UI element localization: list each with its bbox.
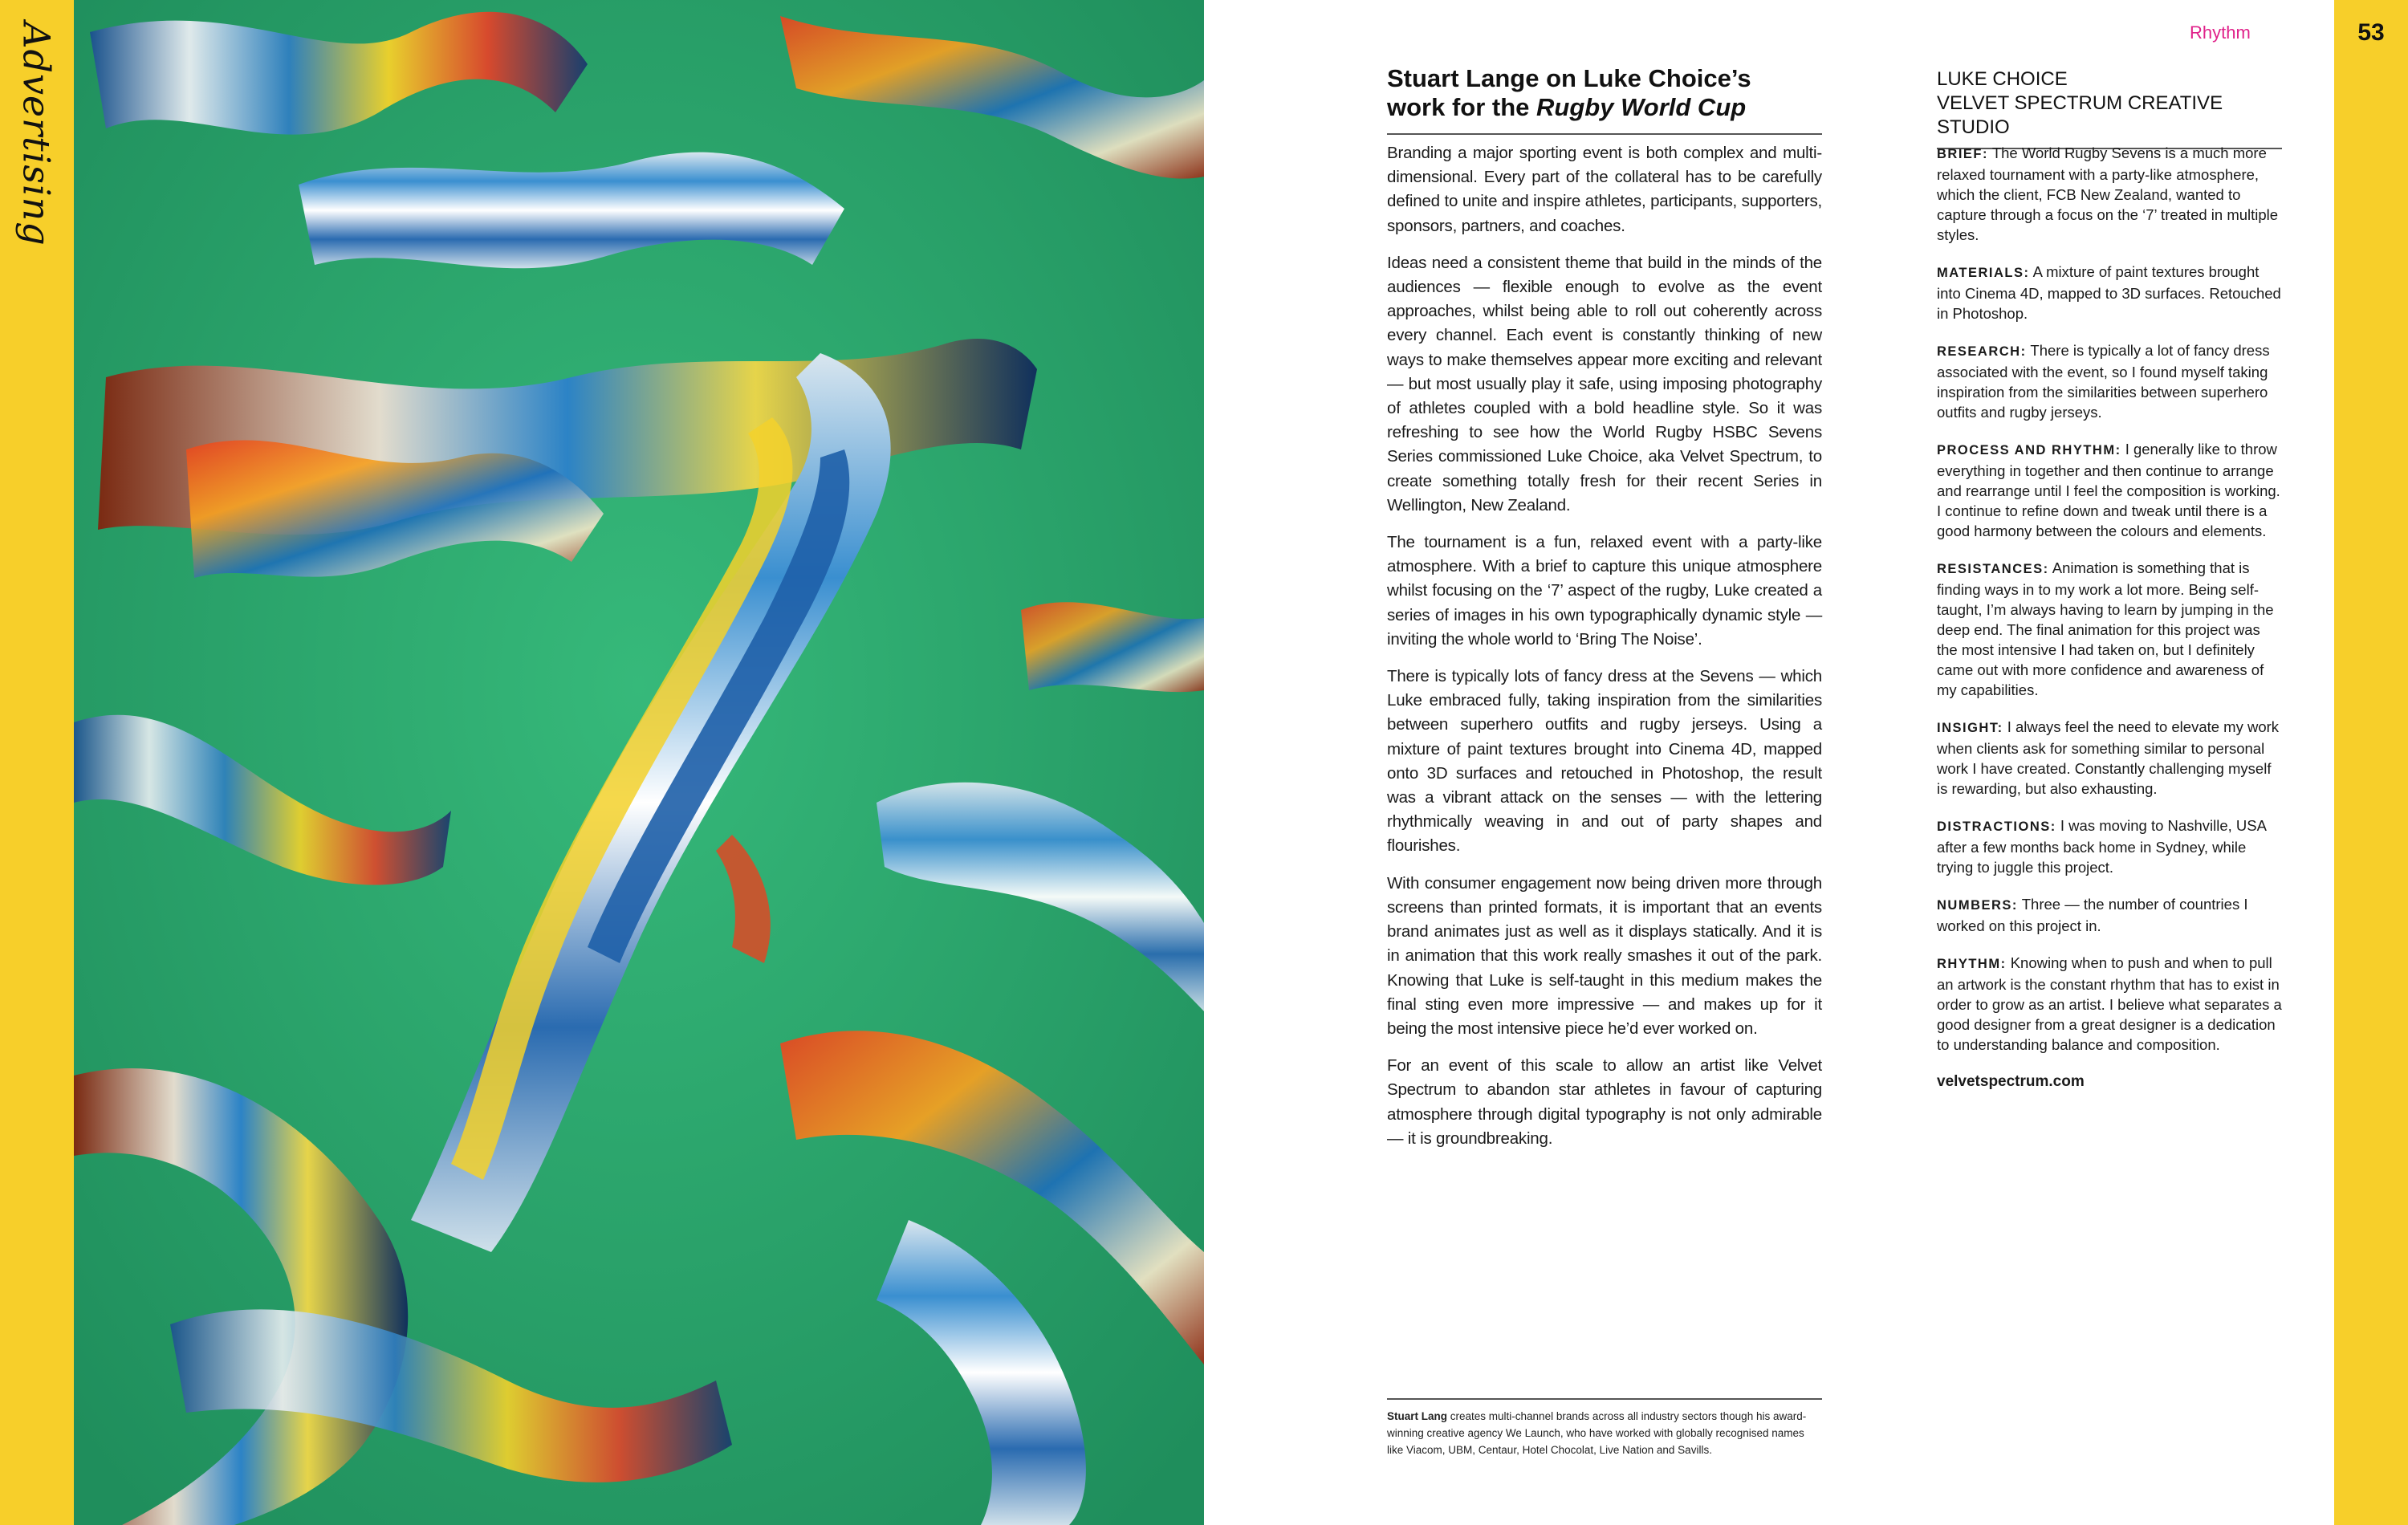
author-bio — [1387, 1398, 1822, 1458]
qa-text: Animation is something that is finding ways in to my work a lot more. Being self-taught, I’m always having to learn by jumping in the deep end. The final animation for this project was the most intensive I had taken on, but I definitely came out with more confidence and awareness of my capabilities. — [1937, 559, 2274, 698]
qa-key: RHYTHM: — [1937, 957, 2007, 971]
section-label — [5, 18, 69, 250]
qa-text: Knowing when to push and when to pull an artwork is the constant rhythm that has to exist in order to grow as an artist. I believe what separates a good designer from a great designer is a dedication to understanding balance and composition. — [1937, 954, 2282, 1053]
sidebar-artist-name: LUKE CHOICE — [1937, 68, 2068, 90]
article-title-line1: Stuart Lange on Luke Choice’s — [1387, 64, 1751, 92]
qa-item-numbers — [1937, 894, 2282, 936]
qa-key: MATERIALS: — [1937, 266, 2030, 280]
sidebar-studio-name: VELVET SPECTRUM CREATIVE STUDIO — [1937, 92, 2223, 138]
article-title-prefix: work for the — [1387, 93, 1537, 121]
article-paragraph: There is typically lots of fancy dress at the Sevens — which Luke embraced fully, taking inspiration from the similarities between superhero outfits and rugby jerseys. Using a mixture of paint textures brought into Cinema 4D, mapped onto 3D surfaces and retouched in Photoshop, the result was a vibrant attack on the senses — with the lettering rhythmically weaving in and out of party shapes and flourishes. — [1387, 667, 1822, 856]
qa-key: INSIGHT: — [1937, 721, 2003, 735]
qa-item-rhythm — [1937, 953, 2282, 1055]
qa-item-brief — [1937, 143, 2282, 245]
qa-key: PROCESS AND RHYTHM: — [1937, 443, 2121, 458]
qa-item-distractions — [1937, 815, 2282, 877]
qa-key: RESEARCH: — [1937, 344, 2027, 359]
article-paragraph: Branding a major sporting event is both complex and multi-dimensional. Every part of the collateral has to be carefully defined to unite and inspire athletes, participants, supporters, sponsors, partners, and coaches. — [1387, 144, 1822, 235]
qa-item-insight — [1937, 717, 2282, 799]
sidebar-qa — [1937, 143, 2282, 1092]
article-paragraph: Ideas need a consistent theme that build in the minds of the audiences — flexible enough to evolve as the event approaches, whilst being able to roll out coherently across every channel. Each event is constantly thinking of new ways to make themselves appear more exciting and relevant — but most usually play it safe, using imposing photography of athletes coupled with a bold headline style. So it was refreshing to see how the World Rugby HSBC Sevens Series commissioned Luke Choice, aka Velvet Spectrum, to create something totally fresh for their recent Series in Wellington, New Zealand. — [1387, 253, 1822, 514]
bio-author-name: Stuart Lang — [1387, 1410, 1448, 1422]
artwork-image — [74, 0, 1204, 1525]
article-paragraph: With consumer engagement now being driven more through screens than printed formats, it is important that an events brand animates just as well as it displays statically. And it is in animation that this work really smashes it out of the park. Knowing that Luke is self-taught in this medium makes the final sting even more impressive — and makes up for it being the most intensive piece he’d ever worked on. — [1387, 873, 1822, 1038]
article-title — [1387, 64, 1822, 135]
qa-text: A mixture of paint textures brought into Cinema 4D, mapped to 3D surfaces. Retouched in Photoshop. — [1937, 263, 2281, 322]
running-head: Rhythm — [2190, 22, 2251, 43]
qa-item-materials — [1937, 262, 2282, 323]
section-label-text: Advertising — [15, 22, 59, 246]
qa-text: I generally like to throw everything in together and then continue to arrange and rearrange until I feel the composition is working. I continue to refine down and tweak until there is a good harmony between the colours and elements. — [1937, 441, 2280, 539]
article-paragraph: For an event of this scale to allow an artist like Velvet Spectrum to abandon star athletes in favour of capturing atmosphere through digital typography is not only admirable — it is groundbreaking. — [1387, 1056, 1822, 1148]
qa-text: I always feel the need to elevate my work when clients ask for something similar to personal work I have created. Constantly challenging myself is rewarding, but also exhausting. — [1937, 718, 2280, 797]
qa-key: DISTRACTIONS: — [1937, 819, 2056, 834]
qa-item-research — [1937, 340, 2282, 422]
sidebar-heading — [1937, 67, 2282, 149]
qa-key: NUMBERS: — [1937, 898, 2018, 913]
qa-text: There is typically a lot of fancy dress associated with the event, so I found myself taking inspiration from the similarities between superhero outfits and rugby jerseys. — [1937, 342, 2270, 421]
brush-stroke-seven-illustration — [74, 0, 1204, 1525]
qa-text: Three — the number of countries I worked on this project in. — [1937, 896, 2248, 934]
article-body — [1387, 141, 1822, 1164]
article-title-line2 — [1387, 93, 1822, 122]
website-link[interactable]: velvetspectrum.com — [1937, 1073, 2085, 1090]
right-color-strip — [2334, 0, 2408, 1525]
article-paragraph: The tournament is a fun, relaxed event with a party-like atmosphere. With a brief to capture this unique atmosphere whilst focusing on the ‘7’ aspect of the rugby, Luke created a series of images in his own typographically dynamic style — inviting the whole world to ‘Bring The Noise’. — [1387, 533, 1822, 649]
qa-text: The World Rugby Sevens is a much more relaxed tournament with a party-like atmosphere, which the client, FCB New Zealand, wanted to capture through a focus on the ‘7’ treated in multiple styles. — [1937, 144, 2279, 243]
qa-key: BRIEF: — [1937, 147, 1988, 161]
qa-key: RESISTANCES: — [1937, 562, 2049, 576]
page-number: 53 — [2357, 19, 2385, 46]
qa-item-process — [1937, 439, 2282, 541]
article-title-italic: Rugby World Cup — [1536, 93, 1747, 121]
bio-text: creates multi-channel brands across all industry sectors though his award-winning creative agency We Launch, who have worked with globally recognised names like Viacom, UBM, Centaur, Hotel Chocolat, Live Nation and Savills. — [1387, 1410, 1807, 1456]
qa-text: I was moving to Nashville, USA after a few months back home in Sydney, while trying to juggle this project. — [1937, 817, 2266, 876]
qa-item-resistances — [1937, 558, 2282, 700]
